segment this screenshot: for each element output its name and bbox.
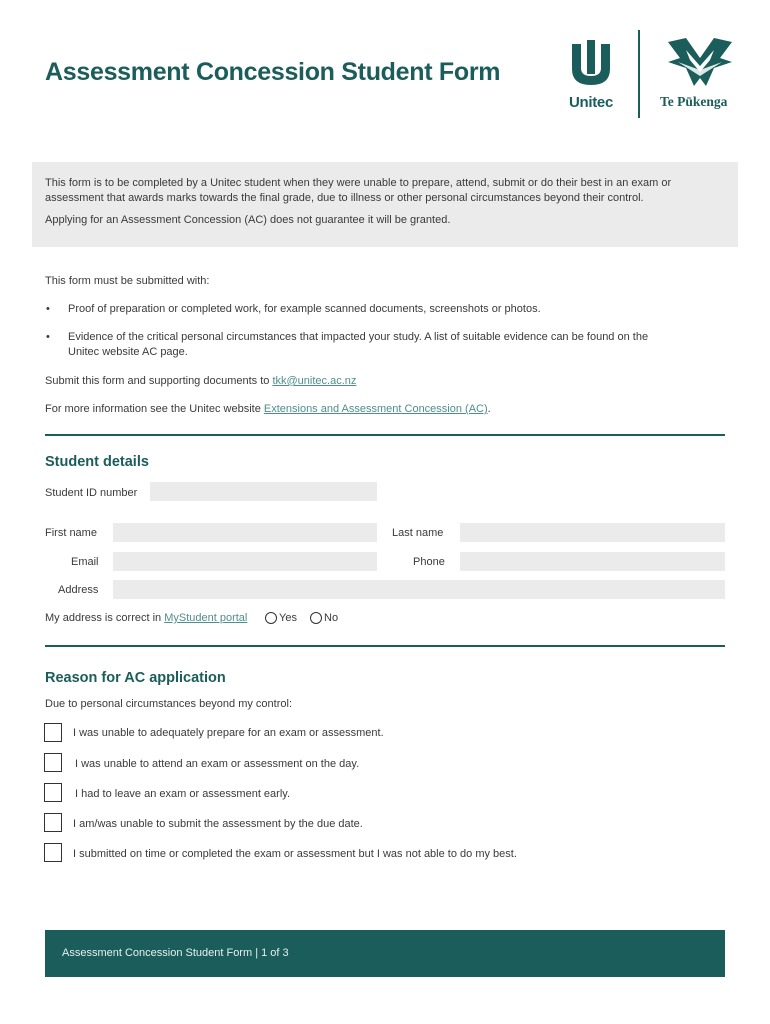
unitec-logo bbox=[565, 38, 617, 118]
reason-checkbox-attend[interactable] bbox=[44, 753, 62, 772]
unitec-emblem-icon bbox=[565, 38, 617, 94]
address-no-radio[interactable] bbox=[310, 612, 322, 624]
first-name-input[interactable] bbox=[113, 523, 377, 542]
reason-option-label: I am/was unable to submit the assessment by the due date. bbox=[73, 818, 363, 830]
intro-box bbox=[32, 162, 738, 247]
page-title: Assessment Concession Student Form bbox=[45, 58, 501, 86]
submit-prefix: Submit this form and supporting documents to bbox=[45, 375, 273, 387]
requirements-lead: This form must be submitted with: bbox=[45, 275, 210, 287]
footer-page-indicator: Assessment Concession Student Form | 1 of 3 bbox=[62, 947, 289, 959]
address-yes-radio[interactable] bbox=[265, 612, 277, 624]
reason-lead: Due to personal circumstances beyond my control: bbox=[45, 698, 293, 710]
reason-option-label: I was unable to adequately prepare for an exam or assessment. bbox=[73, 727, 384, 739]
student-details-heading: Student details bbox=[45, 454, 149, 470]
requirement-item: Evidence of the critical personal circumstances that impacted your study. A list of suitable evidence can be found on the Unitec website AC page. bbox=[68, 331, 649, 358]
ac-info-link[interactable]: Extensions and Assessment Concession (AC) bbox=[263, 403, 488, 415]
bullet-icon: • bbox=[46, 303, 50, 315]
reason-checkbox-leave-early[interactable] bbox=[44, 783, 62, 802]
email-input[interactable] bbox=[113, 552, 377, 571]
reason-checkbox-prepare[interactable] bbox=[44, 723, 62, 742]
address-input[interactable] bbox=[113, 580, 725, 599]
reason-option-label: I submitted on time or completed the exam or assessment but I was not able to do my best. bbox=[73, 848, 517, 860]
intro-disclaimer: Applying for an Assessment Concession (AC) does not guarantee it will be granted. bbox=[45, 214, 451, 226]
more-info-suffix: . bbox=[487, 403, 491, 415]
address-confirm-prefix: My address is correct in bbox=[45, 612, 165, 624]
reason-checkbox-submit-late[interactable] bbox=[44, 813, 62, 832]
te-pukenga-logo bbox=[660, 36, 740, 116]
more-info-prefix: For more information see the Unitec website bbox=[45, 403, 264, 415]
reason-option-label: I was unable to attend an exam or assessment on the day. bbox=[75, 758, 360, 770]
student-id-label: Student ID number bbox=[45, 487, 138, 499]
logo-divider bbox=[638, 30, 640, 118]
address-label: Address bbox=[58, 584, 99, 596]
unitec-logo-text: Unitec bbox=[568, 94, 614, 111]
section-divider bbox=[45, 645, 725, 647]
student-id-input[interactable] bbox=[150, 482, 377, 501]
last-name-label: Last name bbox=[392, 527, 444, 539]
first-name-label: First name bbox=[45, 527, 97, 539]
reason-heading: Reason for AC application bbox=[45, 670, 226, 686]
intro-paragraph: This form is to be completed by a Unitec student when they were unable to prepare, attend, submit or do their best in an exam or assessment that awards marks towards the final grade, due to illness or other personal circumstances beyond their control. bbox=[45, 177, 672, 204]
phone-input[interactable] bbox=[460, 552, 725, 571]
yes-label: Yes bbox=[279, 612, 297, 624]
requirement-item: Proof of preparation or completed work, for example scanned documents, screenshots or photos. bbox=[68, 303, 541, 315]
address-confirm-question bbox=[45, 612, 247, 624]
submit-instructions bbox=[45, 374, 356, 389]
te-pukenga-logo-text: Te Pūkenga bbox=[660, 94, 728, 109]
page-footer bbox=[45, 930, 725, 977]
reason-checkbox-not-best[interactable] bbox=[44, 843, 62, 862]
te-pukenga-emblem-icon bbox=[666, 36, 734, 92]
submit-email-link[interactable]: tkk@unitec.ac.nz bbox=[272, 375, 357, 387]
phone-label: Phone bbox=[413, 556, 445, 568]
section-divider bbox=[45, 434, 725, 436]
last-name-input[interactable] bbox=[460, 523, 725, 542]
reason-option-label: I had to leave an exam or assessment early. bbox=[75, 788, 291, 800]
bullet-icon: • bbox=[46, 331, 50, 343]
no-label: No bbox=[324, 612, 339, 624]
more-info bbox=[45, 402, 491, 417]
mystudent-portal-link[interactable]: MyStudent portal bbox=[164, 612, 248, 624]
email-label: Email bbox=[71, 556, 99, 568]
